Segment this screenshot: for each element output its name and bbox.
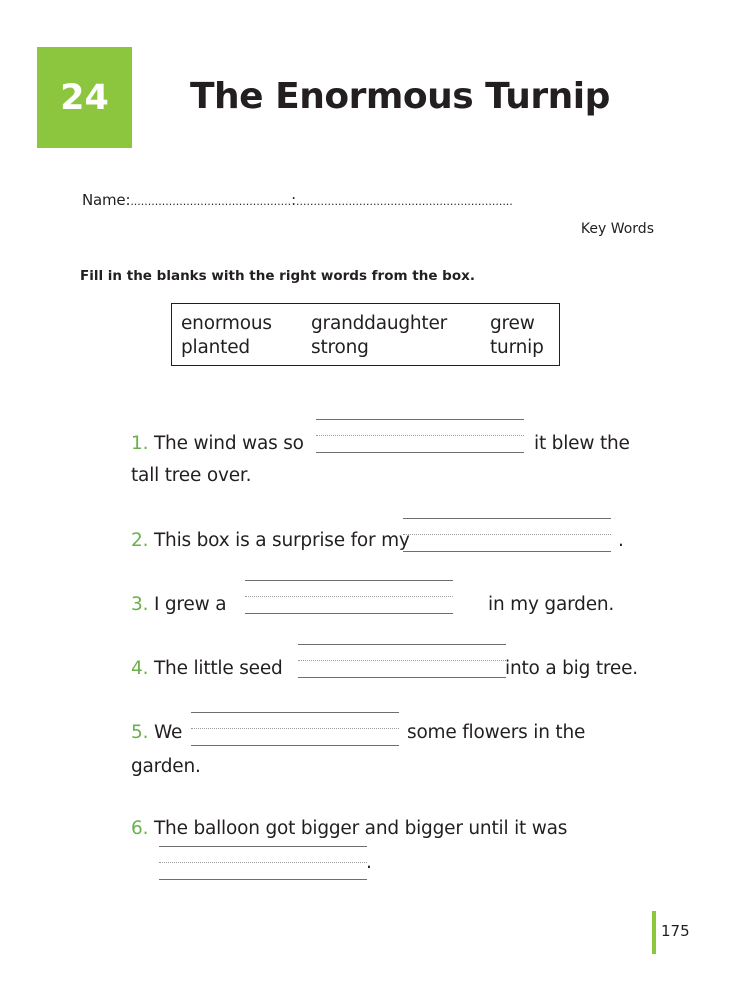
answer-blank-6[interactable] xyxy=(159,846,367,880)
question-number: 6. xyxy=(131,818,149,839)
question-text: This box is a surprise for my xyxy=(153,530,410,551)
name-label: Name: xyxy=(82,191,131,209)
answer-blank-4[interactable] xyxy=(298,644,506,678)
key-words-label: Key Words xyxy=(580,221,654,237)
question-6-text xyxy=(131,818,567,839)
question-text: I grew a xyxy=(153,594,227,615)
question-number: 2. xyxy=(131,530,149,551)
instructions: Fill in the blanks with the right words from the box. xyxy=(80,268,475,284)
question-1-text xyxy=(131,433,304,454)
answer-blank-1[interactable] xyxy=(316,419,524,453)
question-text: The balloon got bigger and bigger until it was xyxy=(153,818,568,839)
word-bank-item: grew xyxy=(490,313,535,334)
question-6-after: . xyxy=(366,852,372,873)
question-4-text xyxy=(131,658,283,679)
question-number: 4. xyxy=(131,658,149,679)
question-5-after: some flowers in the xyxy=(407,722,586,743)
name-separator: : xyxy=(291,191,297,209)
question-number: 5. xyxy=(131,722,149,743)
word-bank-item: strong xyxy=(311,337,369,358)
question-text: We xyxy=(153,722,183,743)
word-bank-box xyxy=(171,303,560,366)
page-number-bar xyxy=(652,911,656,954)
lesson-number: 24 xyxy=(60,77,109,118)
word-bank-item: granddaughter xyxy=(311,313,448,334)
question-1-after: it blew the xyxy=(534,433,630,454)
name-field[interactable] xyxy=(82,191,513,209)
question-5-text xyxy=(131,722,182,743)
question-4-after: into a big tree. xyxy=(505,658,638,679)
question-3-after: in my garden. xyxy=(488,594,615,615)
question-text: The little seed xyxy=(153,658,283,679)
answer-blank-2[interactable] xyxy=(403,518,611,552)
lesson-number-badge xyxy=(37,47,132,148)
name-dots-first: .............................................. xyxy=(130,195,292,208)
question-2-text xyxy=(131,530,410,551)
question-number: 1. xyxy=(131,433,149,454)
answer-blank-5[interactable] xyxy=(191,712,399,746)
question-1-continuation: tall tree over. xyxy=(131,465,252,486)
question-2-after: . xyxy=(618,530,624,551)
name-dots-second: .............................................................. xyxy=(296,195,513,208)
page-number: 175 xyxy=(661,922,690,940)
word-bank-item: turnip xyxy=(490,337,544,358)
question-5-continuation: garden. xyxy=(131,756,201,777)
question-3-text xyxy=(131,594,226,615)
word-bank-item: enormous xyxy=(181,313,272,334)
word-bank-item: planted xyxy=(181,337,250,358)
answer-blank-3[interactable] xyxy=(245,580,453,614)
page-title: The Enormous Turnip xyxy=(190,76,610,117)
question-text: The wind was so xyxy=(153,433,304,454)
question-number: 3. xyxy=(131,594,149,615)
